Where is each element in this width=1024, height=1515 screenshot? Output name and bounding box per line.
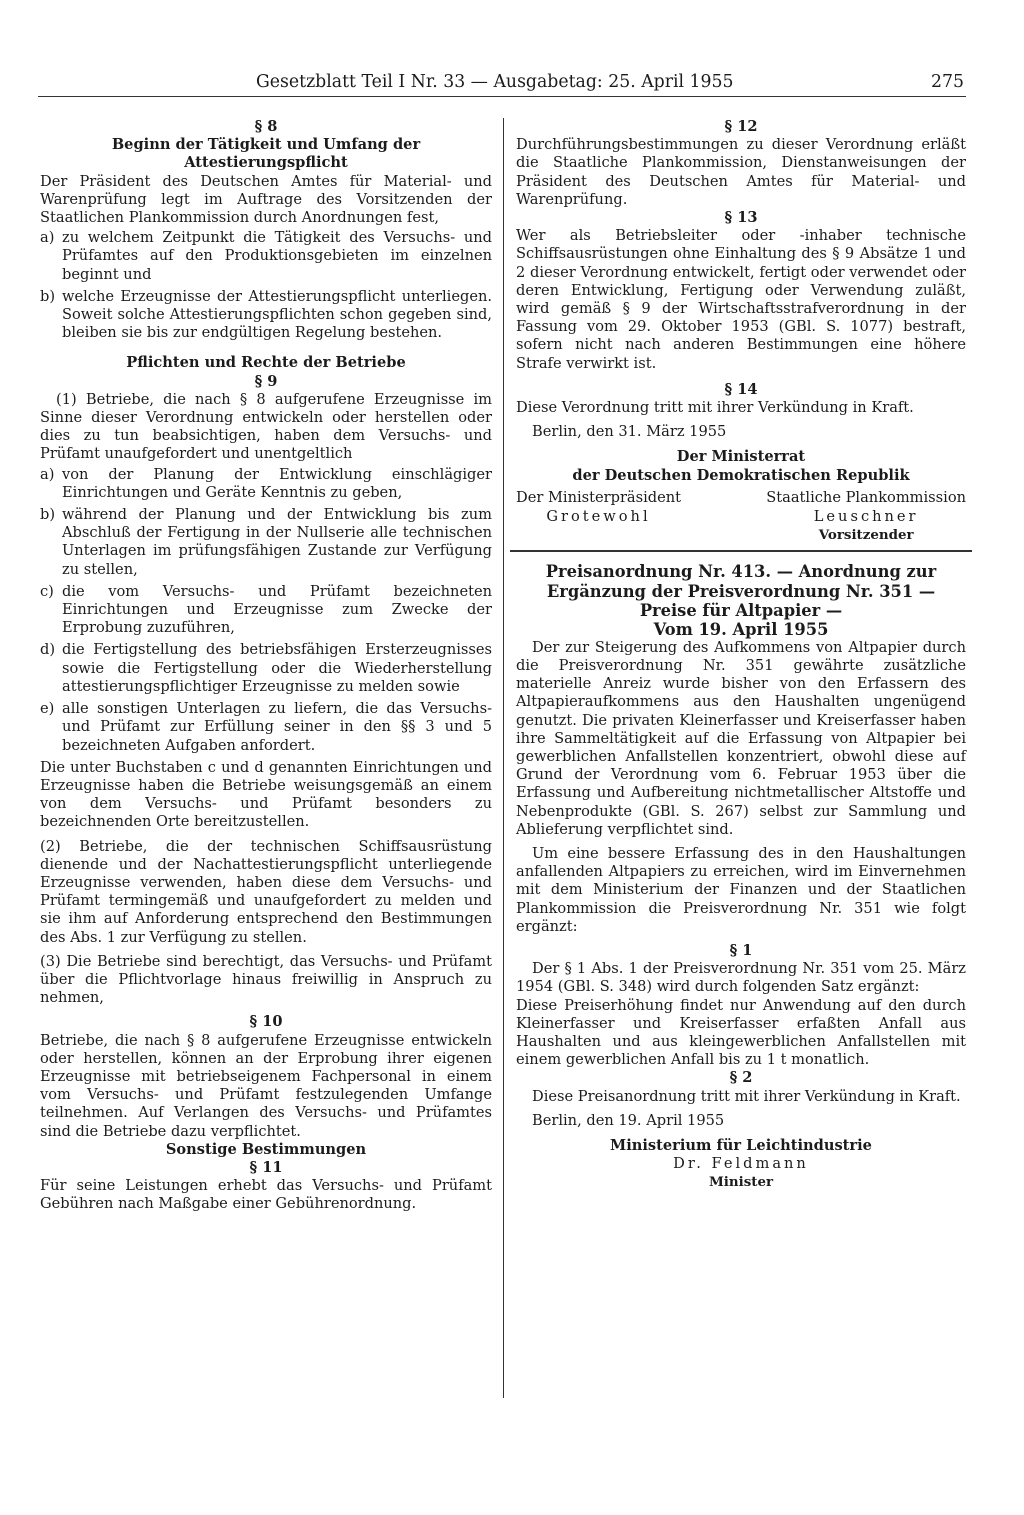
- signer-name: Grotewohl: [546, 507, 651, 525]
- signature-organization: Der Ministerrat: [676, 448, 806, 466]
- paragraph: [40, 838, 492, 947]
- paragraph: Der zur Steigerung des Aufkommens von Altpapier durch die Preisverordnung Nr. 351 gewährte zusätzliche materielle Anreiz wurde bisher von den Erfassern des Altpapieraufkommens aus den Haushalten ungenügend genutzt. Die privaten Kleinerfasser und Kreiserfasser haben ihre Sammeltätigkeit auf die Erfassung von Altpapier bei gewerblichen Anfallstellen konzentriert, obwohl diese auf Grund der Verordnung vom 6. Februar 1953 über die Erfassung und Aufbereitung nichtmetallischer Altstoffe und Nebenprodukte (GBl. S. 267) selbst zur Sammlung und Ablieferung verpflichtet sind.: [516, 638, 966, 838]
- section-number: § 10: [249, 1013, 283, 1031]
- quoted-text: Diese Preiserhöhung findet nur Anwendung auf den durch Kleinerfasser und Kreiserfasser erfaßten Anfall aus Haushalten und aus kleingewerblichen Anfallstellen mit einem gewerblichen Anfall bis zu 1 t monatlich.: [516, 996, 966, 1069]
- section-heading: Sonstige Bestimmungen: [165, 1140, 367, 1158]
- signer-title: Der Ministerpräsident: [516, 489, 682, 507]
- signer-role: Vorsitzender: [818, 526, 914, 543]
- paragraph-number: (2): [40, 837, 61, 855]
- list-item-text: welche Erzeugnisse der Attestierungspflicht unterliegen. Soweit solche Attestierungspflichten schon gegeben sind, bleiben sie bis zur endgültigen Regelung bestehen.: [62, 287, 492, 342]
- list-item-label: c): [40, 582, 54, 600]
- signature-organization: der Deutschen Demokratischen Republik: [572, 467, 910, 485]
- list-item: [40, 229, 492, 284]
- list-item-text: alle sonstigen Unterlagen zu liefern, die das Versuchs- und Prüfamt zur Erfüllung seiner in den §§ 3 und 5 bezeichneten Aufgaben anfordert.: [62, 700, 492, 754]
- paragraph-number: (3): [40, 952, 61, 970]
- list-item: [40, 466, 492, 502]
- section-number: § 12: [724, 118, 758, 135]
- header-title: Gesetzblatt Teil I Nr. 33 — Ausgabetag: 25. April 1955: [256, 72, 734, 92]
- signer-name: Leuschner: [813, 507, 919, 525]
- place-date: Berlin, den 31. März 1955: [532, 423, 727, 441]
- paragraph: Durchführungsbestimmungen zu dieser Verordnung erläßt die Staatliche Plankommission, Dienstanweisungen der Präsident des Deutschen Amtes für Material- und Warenprüfung.: [516, 136, 966, 208]
- left-column: [40, 118, 492, 1214]
- paragraph-text: Betriebe, die der technischen Schiffsausrüstung dienende und der Nachattestierungspflicht unterliegende Erzeugnisse verwenden, haben diese dem Versuchs- und Prüfamt termingemäß und unaufgefordert zu melden und sie ihm auf Anforderung entsprechend den Bestimmungen des Abs. 1 zur Verfügung zu stellen.: [40, 837, 492, 946]
- signer-title: Staatliche Plankommission: [766, 489, 966, 507]
- header-divider: [38, 96, 966, 97]
- paragraph-text: Betriebe, die nach § 8 aufgerufene Erzeugnisse im Sinne dieser Verordnung entwickeln oder herstellen oder dies zu tun beabsichtigen, haben dem Versuchs- und Prüfamt unaufgefordert und unentgeltlich: [40, 390, 492, 463]
- section-number: § 14: [724, 380, 758, 398]
- section-number: § 11: [249, 1158, 283, 1176]
- paragraph: [40, 391, 492, 464]
- paragraph: Diese Preisanordnung tritt mit ihrer Verkündung in Kraft.: [532, 1087, 961, 1105]
- paragraph: [40, 953, 492, 1008]
- column-divider: [503, 118, 504, 1398]
- section-number: § 8: [254, 118, 278, 135]
- section-heading: Beginn der Tätigkeit und Umfang der Attestierungspflicht: [111, 136, 421, 172]
- section-number: § 1: [729, 942, 753, 960]
- section-number: § 2: [729, 1069, 753, 1087]
- signature-block: [516, 489, 681, 544]
- paragraph: Der Präsident des Deutschen Amtes für Material- und Warenprüfung legt im Auftrage des Vorsitzenden der Staatlichen Plankommission durch Anordnungen fest,: [40, 172, 492, 227]
- paragraph: Der § 1 Abs. 1 der Preisverordnung Nr. 351 vom 25. März 1954 (GBl. S. 348) wird durch folgenden Satz ergänzt:: [516, 960, 966, 996]
- list-item-label: d): [40, 641, 56, 659]
- right-column: [516, 118, 966, 1191]
- list-item-text: von der Planung der Entwicklung einschlägiger Einrichtungen und Geräte Kenntnis zu geben,: [62, 465, 492, 501]
- list-item: [40, 641, 492, 696]
- signer-name: Dr. Feldmann: [673, 1155, 809, 1173]
- announcement-title: Preisanordnung Nr. 413. — Anordnung zur Ergänzung der Preisverordnung Nr. 351 — Preise für Altpapier —: [545, 562, 937, 621]
- list-item: [40, 700, 492, 755]
- section-heading: Pflichten und Rechte der Betriebe: [126, 354, 406, 372]
- signature-organization: Ministerium für Leichtindustrie: [610, 1137, 872, 1155]
- list-item: [40, 583, 492, 638]
- list-item-text: die vom Versuchs- und Prüfamt bezeichneten Einrichtungen und Erzeugnisse zum Zwecke der Erprobung zuzuführen,: [62, 582, 492, 637]
- paragraph-text: Die Betriebe sind berechtigt, das Versuchs- und Prüfamt über die Pflichtvorlage hinaus freiwillig in Anspruch zu nehmen,: [40, 952, 493, 1007]
- paragraph-number: (1): [56, 390, 77, 408]
- section-number: § 13: [724, 209, 758, 227]
- list-item-label: e): [40, 700, 55, 718]
- list-item-label: a): [40, 229, 55, 247]
- page-number: 275: [931, 72, 964, 92]
- list-item-text: die Fertigstellung des betriebsfähigen Ersterzeugnisses sowie die Fertigstellung oder die Wiederherstellung attestierungspflichtiger Erzeugnisse zu melden sowie: [62, 641, 492, 695]
- paragraph: Diese Verordnung tritt mit ihrer Verkündung in Kraft.: [516, 399, 914, 417]
- list-item-text: zu welchem Zeitpunkt die Tätigkeit des Versuchs- und Prüfamtes auf den Produktionsgebieten im einzelnen beginnt und: [62, 229, 492, 283]
- paragraph: Die unter Buchstaben c und d genannten Einrichtungen und Erzeugnisse haben die Betriebe weisungsgemäß an einem von dem Versuchs- und Prüfamt besonders zu bezeichnenden Orte bereitzustellen.: [40, 758, 492, 831]
- section-number: § 9: [254, 372, 278, 390]
- list-item-label: b): [40, 506, 56, 524]
- section-divider: [510, 550, 972, 552]
- signature-block: [766, 489, 966, 544]
- list-item-text: während der Planung und der Entwicklung bis zum Abschluß der Fertigung in der Nullserie alle technischen Unterlagen im prüfungsfähigen Zustande zur Verfügung zu stellen,: [62, 506, 492, 578]
- list-item: [40, 506, 492, 579]
- list-item-label: a): [40, 465, 55, 483]
- list-item: [40, 288, 492, 343]
- paragraph: Um eine bessere Erfassung des in den Haushaltungen anfallenden Altpapiers zu erreichen, wird im Einvernehmen mit dem Ministerium der Finanzen und der Staatlichen Plankommission die Preisverordnung Nr. 351 wie folgt ergänzt:: [516, 845, 966, 935]
- list-item-label: b): [40, 287, 56, 305]
- paragraph: Für seine Leistungen erhebt das Versuchs- und Prüfamt Gebühren nach Maßgabe einer Gebührenordnung.: [40, 1177, 492, 1213]
- signature-row: [516, 489, 966, 544]
- paragraph: Wer als Betriebsleiter oder -inhaber technische Schiffsausrüstungen ohne Einhaltung des § 9 Absätze 1 und 2 dieser Verordnung entwickelt, fertigt oder verwendet oder deren Entwicklung, Fertigung oder Verwendung zuläßt, wird gemäß § 9 der Wirtschaftsstrafverordnung in der Fassung vom 29. Oktober 1953 (GBl. S. 1077) bestraft, sofern nicht nach anderen Bestimmungen eine höhere Strafe verwirkt ist.: [516, 227, 966, 372]
- signer-role: Minister: [708, 1174, 774, 1191]
- place-date: Berlin, den 19. April 1955: [532, 1111, 725, 1129]
- announcement-date: Vom 19. April 1955: [653, 619, 829, 639]
- paragraph: Betriebe, die nach § 8 aufgerufene Erzeugnisse entwickeln oder herstellen, können an der Erprobung ihrer eigenen Erzeugnisse mit betriebseigenem Fachpersonal in einem vom Versuchs- und Prüfamt festzulegenden Umfange teilnehmen. Auf Verlangen des Versuchs- und Prüfamtes sind die Betriebe dazu verpflichtet.: [40, 1031, 492, 1140]
- page-header: [256, 72, 964, 98]
